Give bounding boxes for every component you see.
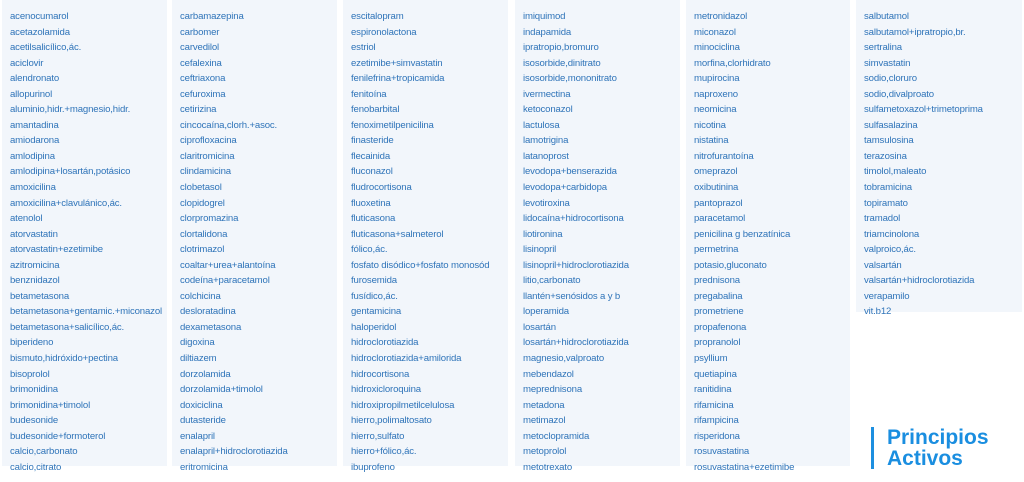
drug-item: acenocumarol bbox=[10, 11, 69, 22]
drug-item: gentamicina bbox=[351, 306, 402, 318]
drug-item: nitrofurantoína bbox=[694, 150, 754, 162]
drug-column-1 bbox=[2, 0, 167, 473]
drug-item: ibuprofeno bbox=[351, 461, 395, 473]
drug-item: estriol bbox=[351, 42, 376, 54]
drug-item: aluminio,hidr.+magnesio,hidr. bbox=[10, 104, 131, 116]
drug-item: diltiazem bbox=[180, 353, 217, 365]
drug-item: quetiapina bbox=[694, 368, 737, 380]
drug-item: levodopa+carbidopa bbox=[523, 182, 607, 194]
drug-item: amlodipina+losartán,potásico bbox=[10, 166, 131, 178]
drug-item: metronidazol bbox=[694, 11, 748, 22]
drug-item: amlodipina bbox=[10, 150, 55, 162]
drug-item: metoprolol bbox=[523, 446, 567, 458]
drug-item: cefalexina bbox=[180, 57, 222, 69]
drug-item: triamcinolona bbox=[864, 228, 920, 240]
drug-item: losartán bbox=[523, 321, 556, 333]
drug-item: clorpromazina bbox=[180, 213, 239, 225]
drug-item: brimonidina+timolol bbox=[10, 399, 91, 411]
drug-column-4 bbox=[515, 0, 680, 473]
drug-item: enalapril+hidroclorotiazida bbox=[180, 446, 288, 458]
drug-item: fólico,ác. bbox=[351, 244, 388, 256]
drug-item: levotiroxina bbox=[523, 197, 570, 209]
drug-item: litio,carbonato bbox=[523, 275, 581, 287]
drug-item: salbutamol bbox=[864, 11, 909, 22]
drug-item: naproxeno bbox=[694, 88, 738, 100]
drug-item: enalapril bbox=[180, 430, 215, 442]
drug-item: escitalopram bbox=[351, 11, 404, 22]
drug-item: verapamilo bbox=[864, 290, 910, 302]
drug-item: ezetimibe+simvastatin bbox=[351, 57, 443, 69]
drug-item: latanoprost bbox=[523, 150, 569, 162]
title-line-2: Activos bbox=[887, 447, 963, 470]
drug-item: rosuvastatina+ezetimibe bbox=[694, 461, 795, 473]
drug-item: dorzolamida+timolol bbox=[180, 384, 263, 396]
drug-item: mebendazol bbox=[523, 368, 574, 380]
drug-item: finasteride bbox=[351, 135, 394, 147]
drug-item: nistatina bbox=[694, 135, 729, 147]
drug-item: cetirizina bbox=[180, 104, 217, 116]
drug-item: hidroxicloroquina bbox=[351, 384, 421, 396]
drug-item: fenilefrina+tropicamida bbox=[351, 73, 445, 85]
drug-item: ketoconazol bbox=[523, 104, 573, 116]
drug-item: clobetasol bbox=[180, 182, 222, 194]
drug-item: omeprazol bbox=[694, 166, 738, 178]
drug-item: atorvastatin+ezetimibe bbox=[10, 244, 103, 256]
drug-item: risperidona bbox=[694, 430, 740, 442]
drug-item: vit.b12 bbox=[864, 306, 892, 318]
drug-item: prednisona bbox=[694, 275, 740, 287]
drug-item: fludrocortisona bbox=[351, 182, 412, 194]
drug-item: sodio,cloruro bbox=[864, 73, 917, 85]
drug-item: potasio,gluconato bbox=[694, 259, 767, 271]
drug-item: penicilina g benzatínica bbox=[694, 228, 791, 240]
drug-item: dexametasona bbox=[180, 321, 242, 333]
drug-item: sodio,divalproato bbox=[864, 88, 934, 100]
drug-item: fluticasona+salmeterol bbox=[351, 228, 444, 240]
drug-item: calcio,carbonato bbox=[10, 446, 78, 458]
drug-column-3 bbox=[343, 0, 508, 473]
drug-item: ciprofloxacina bbox=[180, 135, 237, 147]
drug-item: fluticasona bbox=[351, 213, 396, 225]
drug-item: metoclopramida bbox=[523, 430, 590, 442]
drug-item: hidroclorotiazida bbox=[351, 337, 419, 349]
drug-item: losartán+hidroclorotiazida bbox=[523, 337, 629, 349]
drug-item: biperideno bbox=[10, 337, 54, 349]
drug-column-5 bbox=[686, 0, 850, 473]
drug-item: coaltar+urea+alantoína bbox=[180, 259, 276, 271]
drug-item: brimonidina bbox=[10, 384, 58, 396]
drug-item: carbamazepina bbox=[180, 11, 244, 22]
drug-item: claritromicina bbox=[180, 150, 235, 162]
drug-item: lamotrigina bbox=[523, 135, 569, 147]
drug-item: permetrina bbox=[694, 244, 739, 256]
drug-item: lactulosa bbox=[523, 119, 560, 131]
drug-item: acetazolamida bbox=[10, 26, 70, 38]
drug-item: betametasona+gentamic.+miconazol bbox=[10, 306, 162, 318]
drug-item: neomicina bbox=[694, 104, 737, 116]
drug-item: sulfasalazina bbox=[864, 119, 918, 131]
drug-item: clotrimazol bbox=[180, 244, 225, 256]
drug-item: haloperidol bbox=[351, 321, 397, 333]
drug-item: ranitidina bbox=[694, 384, 732, 396]
drug-item: benznidazol bbox=[10, 275, 60, 287]
drug-item: meprednisona bbox=[523, 384, 582, 396]
drug-item: amiodarona bbox=[10, 135, 60, 147]
drug-item: liotironina bbox=[523, 228, 563, 240]
drug-item: isosorbide,dinitrato bbox=[523, 57, 601, 69]
drug-item: clopidogrel bbox=[180, 197, 225, 209]
drug-item: aciclovir bbox=[10, 57, 44, 69]
drug-item: amoxicilina+clavulánico,ác. bbox=[10, 197, 122, 209]
drug-item: ivermectina bbox=[523, 88, 571, 100]
drug-item: timolol,maleato bbox=[864, 166, 927, 178]
drug-item: miconazol bbox=[694, 26, 736, 38]
drug-item: nicotina bbox=[694, 119, 726, 131]
drug-item: calcio,citrato bbox=[10, 461, 62, 473]
drug-item: indapamida bbox=[523, 26, 572, 38]
drug-item: psyllium bbox=[694, 353, 728, 365]
drug-item: bismuto,hidróxido+pectina bbox=[10, 353, 118, 365]
drug-item: colchicina bbox=[180, 290, 221, 302]
drug-item: tobramicina bbox=[864, 182, 912, 194]
drug-item: amantadina bbox=[10, 119, 59, 131]
drug-item: atorvastatin bbox=[10, 228, 58, 240]
drug-item: hierro,sulfato bbox=[351, 430, 405, 442]
drug-item: isosorbide,mononitrato bbox=[523, 73, 617, 85]
drug-item: fusídico,ác. bbox=[351, 290, 398, 302]
drug-item: minociclina bbox=[694, 42, 740, 54]
drug-item: propafenona bbox=[694, 321, 747, 333]
drug-item: betametasona bbox=[10, 290, 70, 302]
drug-item: cincocaína,clorh.+asoc. bbox=[180, 119, 278, 131]
drug-item: doxiciclina bbox=[180, 399, 223, 411]
drug-item: rifampicina bbox=[694, 415, 739, 427]
drug-item: magnesio,valproato bbox=[523, 353, 605, 365]
drug-item: codeína+paracetamol bbox=[180, 275, 270, 287]
drug-item: lidocaína+hidrocortisona bbox=[523, 213, 624, 225]
drug-item: morfina,clorhidrato bbox=[694, 57, 771, 69]
section-title bbox=[871, 427, 989, 469]
drug-item: prometriene bbox=[694, 306, 744, 318]
drug-item: fluconazol bbox=[351, 166, 393, 178]
drug-item: espironolactona bbox=[351, 26, 417, 38]
drug-item: valsartán bbox=[864, 259, 902, 271]
drug-item: salbutamol+ipratropio,br. bbox=[864, 26, 966, 38]
drug-item: mupirocina bbox=[694, 73, 740, 85]
drug-item: clindamicina bbox=[180, 166, 231, 178]
drug-item: dutasteride bbox=[180, 415, 226, 427]
drug-item: carbomer bbox=[180, 26, 220, 38]
drug-item: pregabalina bbox=[694, 290, 743, 302]
drug-item: simvastatin bbox=[864, 57, 911, 69]
drug-item: llantén+senósidos a y b bbox=[523, 290, 621, 302]
drug-item: alendronato bbox=[10, 73, 60, 85]
drug-item: hidrocortisona bbox=[351, 368, 410, 380]
drug-item: betametasona+salicílico,ác. bbox=[10, 321, 125, 333]
drug-column-2 bbox=[172, 0, 337, 473]
drug-item: lisinopril bbox=[523, 244, 557, 256]
drug-item: fenobarbital bbox=[351, 104, 400, 116]
drug-item: sulfametoxazol+trimetoprima bbox=[864, 104, 983, 116]
drug-item: fosfato disódico+fosfato monosód bbox=[351, 259, 490, 271]
drug-item: acetilsalicílico,ác. bbox=[10, 42, 82, 54]
drug-item: eritromicina bbox=[180, 461, 228, 473]
drug-item: fluoxetina bbox=[351, 197, 391, 209]
title-line-1: Principios bbox=[887, 426, 989, 449]
drug-item: levodopa+benserazida bbox=[523, 166, 617, 178]
drug-column-6 bbox=[856, 0, 1022, 318]
drug-item: loperamida bbox=[523, 306, 569, 318]
drug-item: rifamicina bbox=[694, 399, 734, 411]
drug-item: imiquimod bbox=[523, 11, 566, 22]
drug-item: clortalidona bbox=[180, 228, 228, 240]
drug-item: tamsulosina bbox=[864, 135, 914, 147]
drug-item: metotrexato bbox=[523, 461, 573, 473]
drug-item: desloratadina bbox=[180, 306, 236, 318]
drug-item: hierro+fólico,ác. bbox=[351, 446, 417, 458]
drug-item: carvedilol bbox=[180, 42, 220, 54]
drug-item: sertralina bbox=[864, 42, 902, 54]
drug-item: metadona bbox=[523, 399, 565, 411]
drug-item: rosuvastatina bbox=[694, 446, 750, 458]
drug-item: amoxicilina bbox=[10, 182, 56, 194]
drug-item: oxibutinina bbox=[694, 182, 739, 194]
drug-item: budesonide bbox=[10, 415, 59, 427]
drug-item: dorzolamida bbox=[180, 368, 231, 380]
drug-item: flecainida bbox=[351, 150, 391, 162]
drug-item: paracetamol bbox=[694, 213, 746, 225]
drug-item: hidroxipropilmetilcelulosa bbox=[351, 399, 455, 411]
drug-item: terazosina bbox=[864, 150, 907, 162]
drug-item: metimazol bbox=[523, 415, 566, 427]
drug-item: topiramato bbox=[864, 197, 908, 209]
drug-item: bisoprolol bbox=[10, 368, 50, 380]
drug-item: cefuroxima bbox=[180, 88, 226, 100]
drug-item: hierro,polimaltosato bbox=[351, 415, 432, 427]
drug-item: budesonide+formoterol bbox=[10, 430, 106, 442]
drug-item: ipratropio,bromuro bbox=[523, 42, 599, 54]
drug-item: fenoximetilpenicilina bbox=[351, 119, 434, 131]
drug-item: fenitoína bbox=[351, 88, 387, 100]
drug-item: tramadol bbox=[864, 213, 901, 225]
drug-item: atenolol bbox=[10, 213, 43, 225]
drug-item: digoxina bbox=[180, 337, 215, 349]
drug-item: valsartán+hidroclorotiazida bbox=[864, 275, 975, 287]
drug-item: allopurinol bbox=[10, 88, 53, 100]
drug-item: furosemida bbox=[351, 275, 397, 287]
drug-item: ceftriaxona bbox=[180, 73, 226, 85]
drug-item: valproico,ác. bbox=[864, 244, 916, 256]
drug-item: propranolol bbox=[694, 337, 741, 349]
drug-item: pantoprazol bbox=[694, 197, 743, 209]
drug-item: hidroclorotiazida+amilorida bbox=[351, 353, 462, 365]
drug-item: lisinopril+hidroclorotiazida bbox=[523, 259, 629, 271]
drug-item: azitromicina bbox=[10, 259, 60, 271]
